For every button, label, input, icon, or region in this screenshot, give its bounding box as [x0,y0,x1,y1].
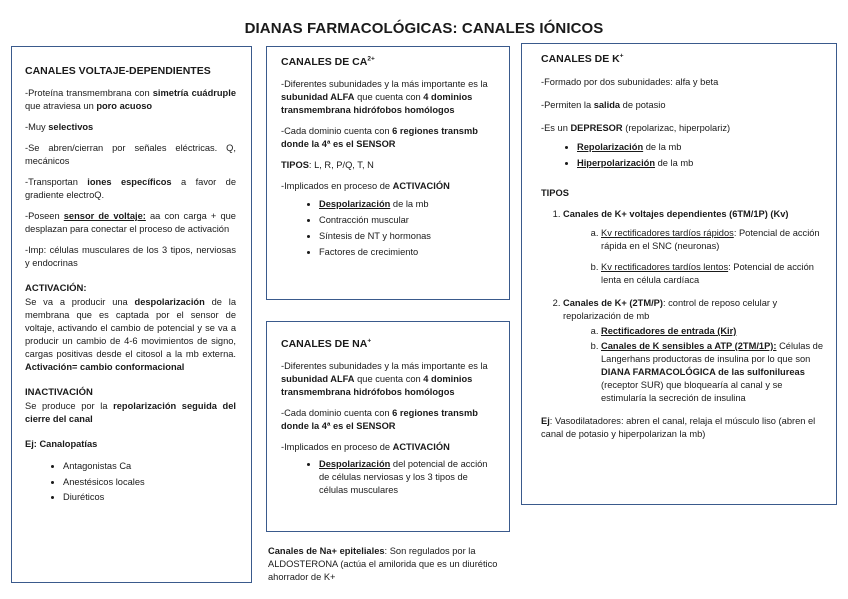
list-item: • Diuréticos [63,490,236,506]
voltage-gated-transport-text: -Transportan iones específicos a favor de gradiente electroQ. [25,177,236,200]
potassium-depressor-text: -Es un DEPRESOR (repolarizac, hiperpolariz) [541,123,731,133]
potassium-heading: CANALES DE K+ [541,52,624,65]
potassium-example-text: Ej: Vasodilatadores: abren el canal, relaja el músculo liso (abren el canal de potasio y hiperpolarizan la mb) [541,416,816,439]
list-item: a. Rectificadores de entrada (Kir) [601,325,824,338]
page-title: DIANAS FARMACOLÓGICAS: CANALES IÓNICOS [244,20,604,37]
list-item: 2. Canales de K+ (2TM/P): control de reposo celular y repolarización de mb a. Rectificadores de entrada (Kir) b. Canales de K sensibles a ATP (2TM/1P): Células de Langerhans productoras de insulina por lo que son DIANA FARMACOLÓGICA de las sulfonilureas (receptor SUR) que bloquearía al canal y se estimularía la secreción de insulina [563,297,824,405]
activation-text: Se va a producir una despolarización de la membrana que es captada por el sensor de voltaje, activando el cambio de potencial y se va a producir un cambio de 4-6 movimientos de signo, cargas positivas desde el citosol a la mb externa. Activación= cambio conformacional [25,297,236,372]
potassium-efflux-text: -Permiten la salida de potasio [541,100,666,110]
calcium-activation-text: -Implicados en proceso de ACTIVACIÓN [281,181,450,191]
calcium-activation-list [281,196,495,260]
list-item: • Antagonistas Ca [63,459,236,475]
voltage-gated-heading: CANALES VOLTAJE-DEPENDIENTES [25,65,211,77]
list-item: 1. Canales de K+ voltajes dependientes (6TM/1P) (Kv) a. Kv rectificadores tardíos rápidos: Potencial de acción rápida en el SNC (neuronas) b. Kv rectificadores tardíos lentos: Potencial de acción lenta en célula cardíaca [563,208,824,287]
sodium-domains-text: -Cada dominio cuenta con 6 regiones transmb donde la 4ª es el SENSOR [281,408,478,431]
list-item: • Contracción muscular [319,212,495,228]
list-item: b. Kv rectificadores tardíos lentos: Potencial de acción lenta en célula cardíaca [601,261,824,287]
voltage-gated-importance-text: -Imp: células musculares de los 3 tipos, nerviosas y endocrinas [25,245,236,268]
sodium-activation-text: -Implicados en proceso de ACTIVACIÓN [281,442,450,452]
voltage-gated-channels-box [11,46,252,583]
list-item: a. Kv rectificadores tardíos rápidos: Potencial de acción rápida en el SNC (neuronas) [601,227,824,253]
voltage-sensor-text: -Poseen sensor de voltaje: aa con carga + que desplazan para conectar el proceso de activación [25,211,236,234]
list-item: • Despolarización del potencial de acción de células nerviosas y los 3 tipos de células musculares [319,458,495,497]
channelopathies-list [25,459,236,506]
list-item: • Despolarización de la mb [319,196,495,212]
sodium-heading: CANALES DE NA+ [281,337,372,350]
calcium-domains-text: -Cada dominio cuenta con 6 regiones transmb donde la 4ª es el SENSOR [281,126,478,149]
inactivation-text: Se produce por la repolarización seguida del cierre del canal [25,401,236,424]
channelopathies-heading: Ej: Canalopatías [25,439,98,449]
list-item: • Hiperpolarización de la mb [577,155,824,171]
inactivation-heading: INACTIVACIÓN [25,387,93,398]
list-item: b. Canales de K sensibles a ATP (2TM/1P): Células de Langerhans productoras de insulina por lo que son DIANA FARMACOLÓGICA de las sulfonilureas (receptor SUR) que bloquearía al canal y se estimularía la secreción de insulina [601,340,824,405]
calcium-channels-box [266,46,510,300]
list-item: • Anestésicos locales [63,475,236,491]
list-item: • Repolarización de la mb [577,139,824,155]
calcium-types-text: TIPOS: L, R, P/Q, T, N [281,160,374,170]
sodium-activation-list [281,458,495,497]
calcium-subunits-text: -Diferentes subunidades y la más importante es la subunidad ALFA que cuenta con 4 dominios transmembrana hidrófobos homólogos [281,79,488,115]
activation-heading: ACTIVACIÓN: [25,283,87,294]
potassium-subunits-text: -Formado por dos subunidades: alfa y beta [541,77,719,87]
sodium-subunits-text: -Diferentes subunidades y la más importante es la subunidad ALFA que cuenta con 4 dominios transmembrana hidrófobos homólogos [281,361,488,397]
list-item: • Síntesis de NT y hormonas [319,228,495,244]
voltage-gated-signals-text: -Se abren/cierran por señales eléctricas. Q, mecánicos [25,143,236,166]
voltage-gated-selectivity-text: -Muy selectivos [25,122,94,132]
list-item: • Factores de crecimiento [319,244,495,260]
potassium-types-list [541,208,824,405]
voltage-gated-structure-text: -Proteína transmembrana con simetría cuádruple que atraviesa un poro acuoso [25,88,236,111]
calcium-heading: CANALES DE $CA^{2+}$ [281,55,375,68]
potassium-channels-box [521,43,837,505]
potassium-types-heading: TIPOS [541,188,569,198]
sodium-channels-box [266,321,510,532]
epithelial-sodium-note: Canales de Na+ epiteliales: Son regulados por la ALDOSTERONA (actúa el amilorida que es un diurético ahorrador de K+ [268,546,498,582]
potassium-effects-list [541,139,824,171]
